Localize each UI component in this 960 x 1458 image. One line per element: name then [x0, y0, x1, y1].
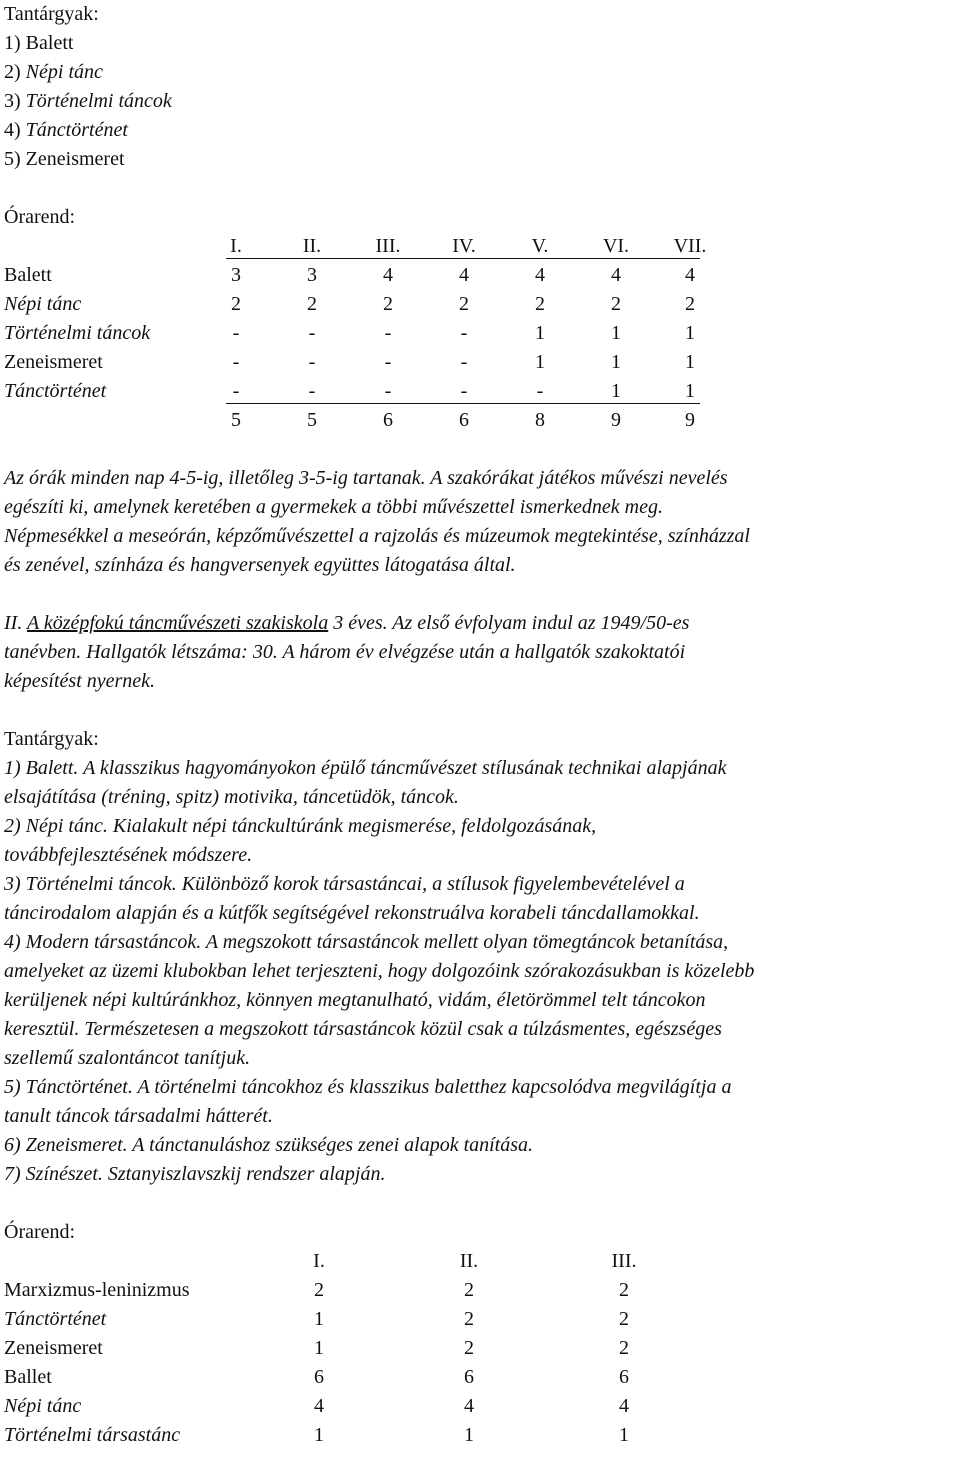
- table-row: [4, 1276, 956, 1305]
- cell: 2: [464, 1337, 474, 1359]
- cell: 1: [611, 322, 621, 344]
- table-row: [4, 1334, 956, 1363]
- cell: -: [308, 322, 316, 344]
- subject-item: 2) Népi tánc: [4, 61, 103, 83]
- paragraph-line: egészíti ki, amelynek keretében a gyermekek a többi művészettel ismerkednek meg.: [4, 496, 663, 518]
- row-label: Balett: [4, 264, 52, 286]
- column-header: II.: [302, 235, 322, 257]
- cell: 1: [619, 1424, 629, 1446]
- schedule-header-row: [4, 1247, 956, 1276]
- paragraph-line: tanult táncok társadalmi hátterét.: [4, 1105, 273, 1127]
- total-cell: 6: [383, 409, 393, 431]
- cell: 2: [307, 293, 317, 315]
- paragraph-line: amelyeket az üzemi klubokban lehet terjeszteni, hogy dolgozóink szórakozásukban is közelebb: [4, 960, 755, 982]
- cell: 4: [685, 264, 695, 286]
- cell: 2: [459, 293, 469, 315]
- table-row: [4, 261, 956, 290]
- cell: -: [232, 351, 240, 373]
- paragraph-line: Az órák minden nap 4-5-ig, illetőleg 3-5-ig tartanak. A szakórákat játékos művészi nevelés: [4, 467, 728, 489]
- subject-item: 4) Tánctörténet: [4, 119, 128, 141]
- cell: 6: [464, 1366, 474, 1388]
- paragraph-line: 4) Modern társastáncok. A megszokott társastáncok mellett olyan tömegtáncok betanítása,: [4, 931, 729, 953]
- cell: 2: [619, 1308, 629, 1330]
- subject-item: 5) Zeneismeret: [4, 148, 125, 170]
- cell: 4: [535, 264, 545, 286]
- cell: -: [460, 380, 468, 402]
- row-label: Népi tánc: [4, 293, 82, 315]
- schedule-table-2: [4, 1247, 956, 1450]
- cell: 6: [619, 1366, 629, 1388]
- table-row: [4, 290, 956, 319]
- total-cell: 5: [231, 409, 241, 431]
- column-header: III.: [375, 235, 401, 257]
- column-header: IV.: [452, 235, 476, 257]
- column-header: V.: [531, 235, 549, 257]
- table-row: [4, 1363, 956, 1392]
- cell: 2: [314, 1279, 324, 1301]
- cell: 1: [464, 1424, 474, 1446]
- cell: 2: [383, 293, 393, 315]
- row-label: Zeneismeret: [4, 351, 103, 373]
- paragraph-line: 3) Történelmi táncok. Különböző korok társastáncai, a stílusok figyelembevételével a: [4, 873, 685, 895]
- cell: 1: [685, 380, 695, 402]
- paragraph-line: és zenével, színháza és hangversenyek együttes látogatása által.: [4, 554, 516, 576]
- cell: 2: [231, 293, 241, 315]
- column-header: III.: [611, 1250, 637, 1272]
- cell: -: [308, 351, 316, 373]
- total-cell: 9: [611, 409, 621, 431]
- schedule-header-row: [4, 232, 956, 261]
- row-label: Tánctörténet: [4, 380, 107, 402]
- subjects-heading: Tantárgyak:: [4, 3, 99, 25]
- paragraph-line: 6) Zeneismeret. A tánctanuláshoz szükséges zenei alapok tanítása.: [4, 1134, 534, 1156]
- paragraph-line: 7) Színészet. Sztanyiszlavszkij rendszer alapján.: [4, 1163, 386, 1185]
- cell: 2: [611, 293, 621, 315]
- paragraph-line: tanévben. Hallgatók létszáma: 30. A három év elvégzése után a hallgatók szakoktatói: [4, 641, 686, 663]
- row-label: Népi tánc: [4, 1395, 82, 1417]
- table-row: [4, 1421, 956, 1450]
- schedule-heading: Órarend:: [4, 206, 76, 228]
- total-cell: 9: [685, 409, 695, 431]
- subject-item: 1) Balett: [4, 32, 74, 54]
- row-label: Tánctörténet: [4, 1308, 107, 1330]
- cell: 1: [685, 351, 695, 373]
- schedule-table-1: [4, 232, 956, 435]
- cell: 3: [307, 264, 317, 286]
- cell: -: [536, 380, 544, 402]
- cell: 2: [464, 1279, 474, 1301]
- cell: 4: [464, 1395, 474, 1417]
- cell: -: [384, 380, 392, 402]
- cell: 4: [459, 264, 469, 286]
- table-row: [4, 1392, 956, 1421]
- cell: 1: [314, 1308, 324, 1330]
- paragraph-line: 1) Balett. A klasszikus hagyományokon épülő táncművészet stílusának technikai alapjának: [4, 757, 727, 779]
- cell: 1: [535, 351, 545, 373]
- cell: 2: [619, 1337, 629, 1359]
- paragraph-line: elsajátítása (tréning, spitz) motivika, táncetüdök, táncok.: [4, 786, 459, 808]
- row-label: Történelmi táncok: [4, 322, 151, 344]
- cell: 1: [685, 322, 695, 344]
- cell: 6: [314, 1366, 324, 1388]
- section2-intro: [4, 609, 956, 696]
- paragraph-line: Népmesékkel a meseórán, képzőművészettel a rajzolás és múzeumok megtekintése, színházzal: [4, 525, 750, 547]
- paragraph-line: II. A középfokú táncművészeti szakiskola 3 éves. Az első évfolyam indul az 1949/50-es: [4, 612, 690, 634]
- cell: 3: [231, 264, 241, 286]
- subject-descriptions: [4, 754, 956, 1189]
- total-cell: 8: [535, 409, 545, 431]
- paragraph-line: szellemű szalontáncot tanítjuk.: [4, 1047, 251, 1069]
- cell: 1: [314, 1337, 324, 1359]
- cell: 2: [535, 293, 545, 315]
- cell: -: [460, 351, 468, 373]
- cell: -: [460, 322, 468, 344]
- cell: 4: [619, 1395, 629, 1417]
- column-header: I.: [230, 235, 242, 257]
- cell: -: [384, 322, 392, 344]
- cell: 2: [685, 293, 695, 315]
- cell: -: [232, 380, 240, 402]
- total-cell: 5: [307, 409, 317, 431]
- column-header: VII.: [673, 235, 707, 257]
- paragraph-line: 2) Népi tánc. Kialakult népi tánckultúránk megismerése, feldolgozásának,: [4, 815, 597, 837]
- table-row: [4, 377, 956, 406]
- cell: -: [232, 322, 240, 344]
- cell: 4: [611, 264, 621, 286]
- paragraph-line: 5) Tánctörténet. A történelmi táncokhoz és klasszikus baletthez kapcsolódva megvilágítja a: [4, 1076, 732, 1098]
- paragraph-line: kerüljenek népi kultúránkhoz, könnyen megtanulható, vidám, életörömmel telt táncokon: [4, 989, 706, 1011]
- schedule-heading: Órarend:: [4, 1221, 76, 1243]
- table-row: [4, 348, 956, 377]
- paragraph-1: [4, 464, 956, 580]
- row-label: Zeneismeret: [4, 1337, 103, 1359]
- paragraph-line: továbbfejlesztésének módszere.: [4, 844, 253, 866]
- table-row: [4, 1305, 956, 1334]
- column-header: II.: [459, 1250, 479, 1272]
- column-header: VI.: [602, 235, 630, 257]
- subject-item: 3) Történelmi táncok: [4, 90, 172, 112]
- cell: 1: [611, 351, 621, 373]
- paragraph-line: táncirodalom alapján és a kútfők segítségével rekonstruálva korabeli táncdallamokkal.: [4, 902, 700, 924]
- paragraph-line: keresztül. Természetesen a megszokott társastáncok közül csak a túlzásmentes, egészséges: [4, 1018, 722, 1040]
- cell: 2: [619, 1279, 629, 1301]
- cell: 1: [314, 1424, 324, 1446]
- row-label: Ballet: [4, 1366, 52, 1388]
- column-header: I.: [313, 1250, 325, 1272]
- row-label: Történelmi társastánc: [4, 1424, 181, 1446]
- cell: 1: [535, 322, 545, 344]
- cell: 4: [314, 1395, 324, 1417]
- totals-row: [4, 406, 956, 435]
- document-page: [4, 0, 956, 1450]
- cell: -: [308, 380, 316, 402]
- table-row: [4, 319, 956, 348]
- cell: 4: [383, 264, 393, 286]
- cell: 2: [464, 1308, 474, 1330]
- cell: -: [384, 351, 392, 373]
- subjects-heading: Tantárgyak:: [4, 728, 99, 750]
- paragraph-line: képesítést nyernek.: [4, 670, 156, 692]
- cell: 1: [611, 380, 621, 402]
- row-label: Marxizmus-leninizmus: [4, 1279, 190, 1301]
- total-cell: 6: [459, 409, 469, 431]
